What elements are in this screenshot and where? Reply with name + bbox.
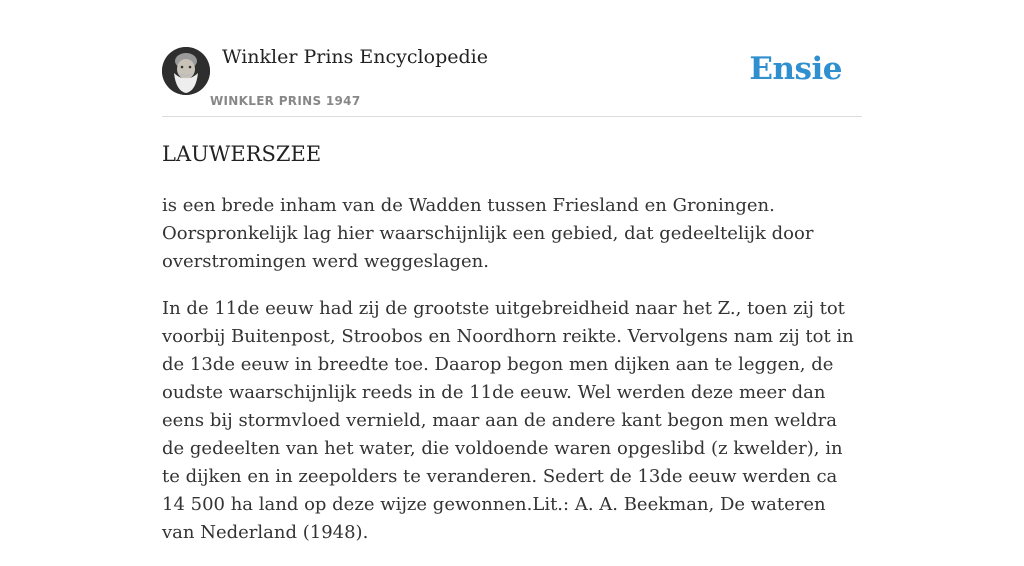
article-paragraph: In de 11de eeuw had zij de grootste uitgebreidheid naar het Z., toen zij tot voorbij Buitenpost, Stroobos en Noordhorn reikte. Vervolgens nam zij tot in de 13de eeuw in breedte toe. Daarop begon men dijken aan te leggen, de oudste waarschijnlijk reeds in de 11de eeuw. Wel werden deze meer dan eens bij stormvloed vernield, maar aan de andere kant begon men weldra de gedeelten van het water, die voldoende waren opgeslibd (z kwelder), in te dijken en in zeepolders te veranderen. Sedert de 13de eeuw werden ca 14 500 ha land op deze wijze gewonnen.Lit.: A. A. Beekman, De wateren van Nederland (1948). [162, 298, 854, 543]
article-paragraph: is een brede inham van de Wadden tussen Friesland en Groningen. Oorspronkelijk lag hier waarschijnlijk een gebied, dat gedeeltelijk door overstromingen werd weggeslagen. [162, 195, 814, 272]
page [162, 0, 862, 543]
avatar[interactable] [162, 47, 210, 95]
article-title: LAUWERSZEE [162, 142, 322, 166]
article-body [162, 192, 862, 566]
edition-label[interactable]: WINKLER PRINS 1947 [210, 94, 361, 108]
ensie-logo[interactable]: Ensie [749, 51, 842, 87]
site-header [162, 0, 862, 117]
bearded-man-portrait-icon [162, 47, 210, 95]
site-name[interactable]: Winkler Prins Encyclopedie [222, 46, 488, 68]
